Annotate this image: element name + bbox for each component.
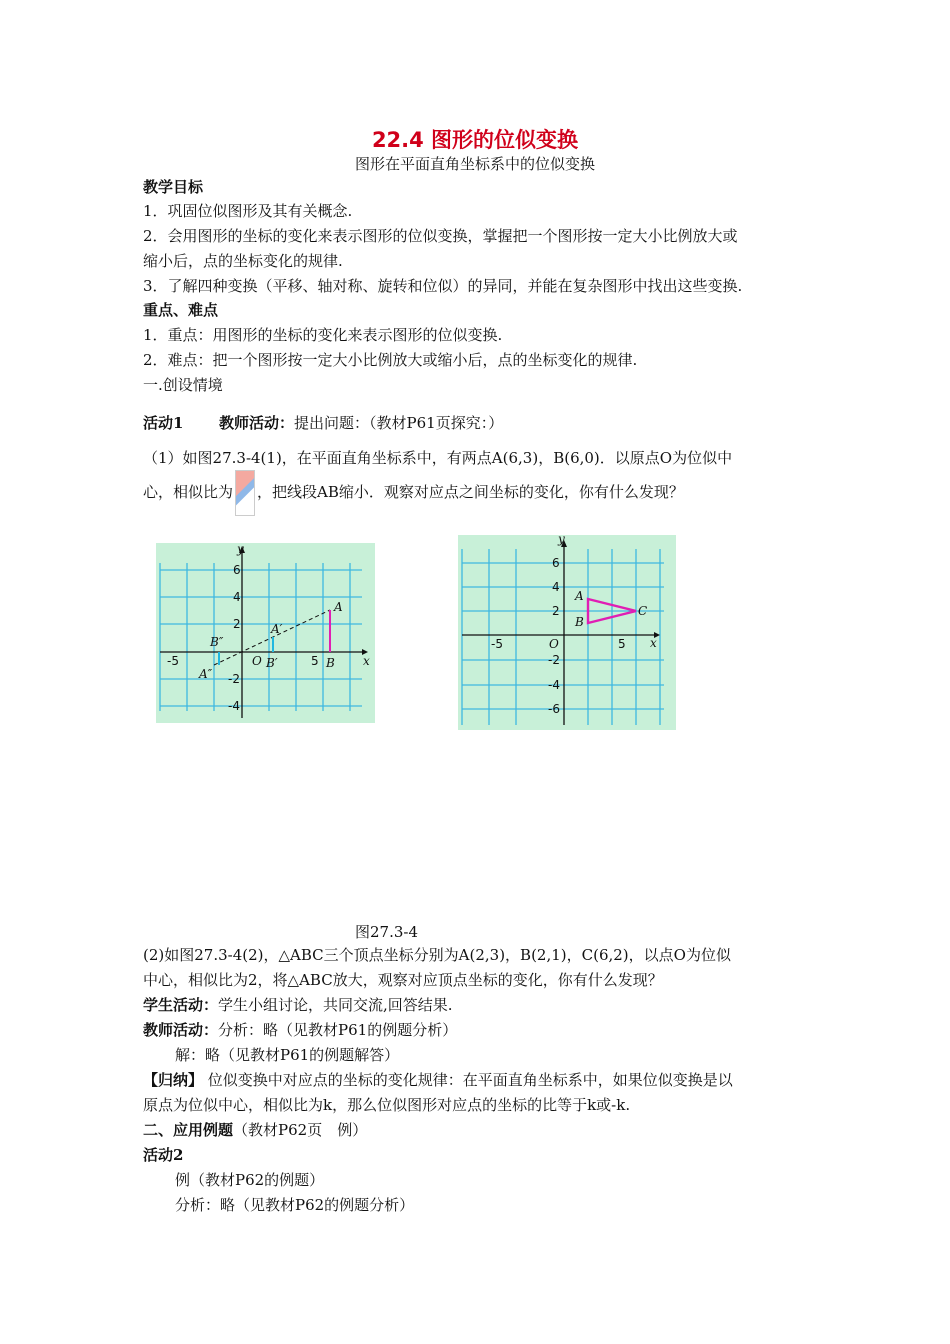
analysis-line: 分析：略（见教材P62的例题分析） [175,1196,415,1214]
section-1-heading: 一.创设情境 [143,376,223,394]
goal-line: 缩小后，点的坐标变化的规律. [143,252,343,270]
teacher-activity-label: 教师活动： [219,414,295,432]
fig1-tick-neg5: -5 [167,654,179,668]
fig2-x-label: x [650,636,657,650]
goal-line: 1．巩固位似图形及其有关概念. [143,202,353,220]
page-title: 22.4 图形的位似变换 [371,128,579,152]
question-2-line-2: 中心，相似比为2，将△ABC放大，观察对应顶点坐标的变化，你有什么发现？ [143,971,663,989]
fig2-point-c-label: C [638,604,648,618]
section-2-label: 二、应用例题 [143,1121,234,1139]
fig1-y-label: y [237,543,244,556]
teacher-activity-text-2: 分析：略（见教材P61的例题分析） [218,1021,458,1039]
key-point: 1．重点：用图形的坐标的变化来表示图形的位似变换. [143,326,503,344]
question-1-text-a: 心，相似比为 [143,483,234,501]
goal-line: 3．了解四种变换（平移、轴对称、旋转和位似）的异同，并能在复杂图形中找出这些变换. [143,277,743,295]
activity-1-line [143,413,503,433]
fig2-tick-neg6: -6 [548,702,560,716]
summary-text-1: 位似变换中对应点的坐标的变化规律：在平面直角坐标系中，如果位似变换是以 [203,1071,733,1089]
summary-label: 【归纳】 [143,1071,204,1089]
key-point: 2．难点：把一个图形按一定大小比例放大或缩小后，点的坐标变化的规律. [143,351,638,369]
activity-2-label: 活动2 [143,1146,184,1164]
section-2-text: （教材P62页 例） [233,1121,368,1139]
fig2-tick-6: 6 [552,556,560,570]
fig1-tick-6: 6 [233,563,241,577]
example-line: 例（教材P62的例题） [175,1171,325,1189]
fig2-y-label: y [558,535,565,546]
fraction-image-icon [235,470,255,516]
summary-line-2: 原点为位似中心，相似比为k，那么位似图形对应点的坐标的比等于k或-k. [143,1096,631,1114]
student-activity-text: 学生小组讨论，共同交流,回答结果. [218,996,453,1014]
question-1-line-1: （1）如图27.3-4(1)，在平面直角坐标系中，有两点A(6,3)，B(6,0)．以原点O为位似中 [143,449,733,467]
fig1-tick-neg4: -4 [228,699,240,713]
fig2-tick-5: 5 [618,637,626,651]
fig1-tick-neg2: -2 [228,672,240,686]
fig2-tick-4: 4 [552,580,560,594]
figure-caption: 图27.3-4 [355,923,419,941]
page-subtitle: 图形在平面直角坐标系中的位似变换 [354,155,595,173]
question-1-line-2 [143,470,684,516]
fig2-origin-label: O [549,637,559,651]
solution-line: 解：略（见教材P61的例题解答） [175,1046,400,1064]
fig1-point-a-label: A [334,600,343,614]
goals-heading: 教学目标 [143,178,204,196]
fig1-point-b2-label: B″ [210,635,224,649]
activity-1-text: 提出问题：（教材P61页探究：） [294,414,504,432]
fig1-tick-2: 2 [233,617,241,631]
goal-line: 2．会用图形的坐标的变化来表示图形的位似变换，掌握把一个图形按一定大小比例放大或 [143,227,738,245]
activity-1-label: 活动1 [143,414,184,432]
teacher-activity-label-2: 教师活动： [143,1021,219,1039]
figure-1-graph [156,543,375,723]
fig2-point-a-label: A [575,589,584,603]
fig1-tick-5: 5 [311,654,319,668]
question-2-line-1: (2)如图27.3-4(2)，△ABC三个顶点坐标分别为A(2,3)，B(2,1)，C(6,2)，以点O为位似 [143,946,731,964]
student-activity-line [143,995,453,1015]
student-activity-label: 学生活动： [143,996,219,1014]
teacher-activity-line [143,1020,457,1040]
fig1-tick-4: 4 [233,590,241,604]
fig2-tick-neg2: -2 [548,653,560,667]
fig1-origin-label: O [252,654,262,668]
summary-line-1 [143,1070,733,1090]
fig1-point-a2-label: A″ [199,667,213,681]
section-2-line [143,1120,367,1140]
fig2-tick-neg5: -5 [491,637,503,651]
fig1-point-b1-label: B′ [266,656,278,670]
fig1-point-a1-label: A′ [271,622,283,636]
fig1-point-b-label: B [326,656,335,670]
fig2-point-b-label: B [575,615,584,629]
figure-2-graph [458,535,676,730]
fig1-x-label: x [363,654,370,668]
fig2-tick-neg4: -4 [548,678,560,692]
question-1-text-b: ，把线段AB缩小．观察对应点之间坐标的变化，你有什么发现？ [257,483,684,501]
fig2-tick-2: 2 [552,604,560,618]
key-heading: 重点、难点 [143,301,219,319]
